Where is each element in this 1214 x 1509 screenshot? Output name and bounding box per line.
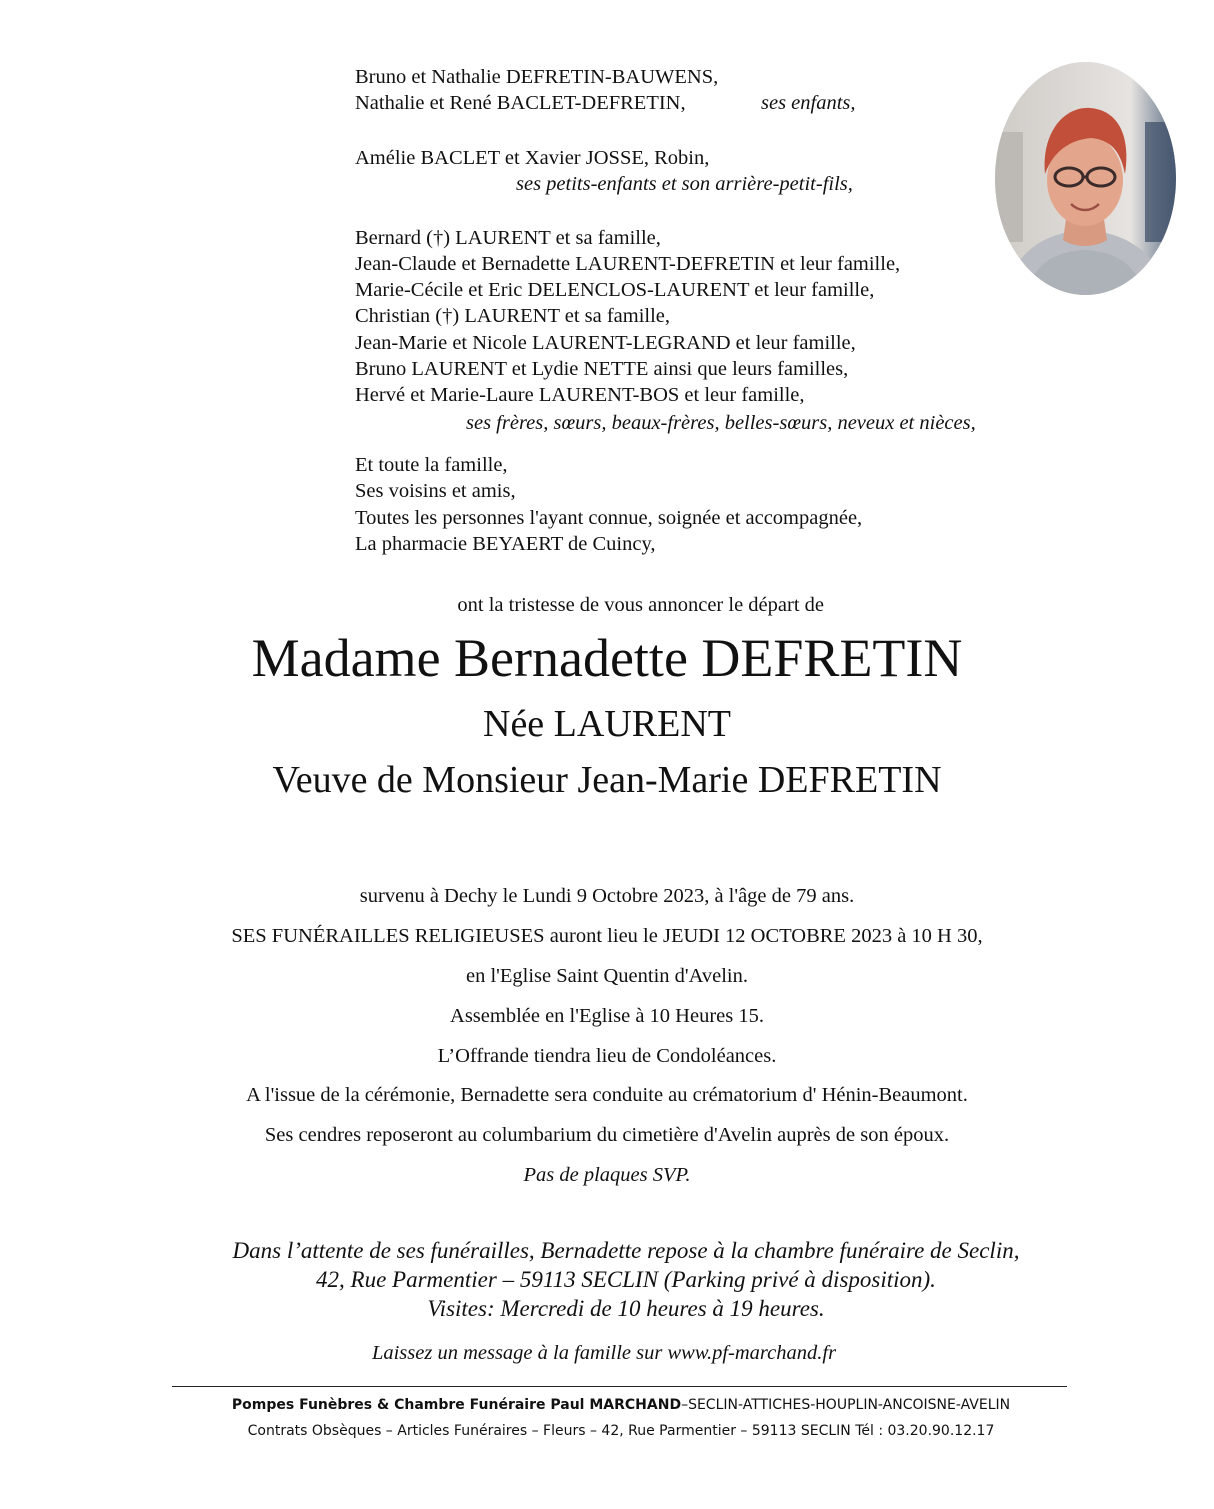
sibling-line: Christian (†) LAURENT et sa famille,	[355, 305, 671, 327]
portrait-illustration	[995, 62, 1176, 295]
others-line: La pharmacie BEYAERT de Cuincy,	[355, 533, 656, 555]
detail-line: en l'Eglise Saint Quentin d'Avelin.	[465, 965, 748, 987]
maiden-name: Née LAURENT	[483, 703, 731, 745]
others-line: Ses voisins et amis,	[355, 480, 516, 502]
sibling-line: Bruno LAURENT et Lydie NETTE ainsi que leurs familles,	[355, 358, 849, 380]
portrait-photo	[995, 62, 1176, 295]
children-line-1: Bruno et Nathalie DEFRETIN-BAUWENS,	[355, 66, 719, 88]
waiting-line: Visites: Mercredi de 10 heures à 19 heures.	[427, 1296, 825, 1321]
no-plaques-note: Pas de plaques SVP.	[523, 1164, 691, 1186]
footer-company: Pompes Funèbres & Chambre Funéraire Paul MARCHAND	[231, 1397, 682, 1413]
deceased-name: Madame Bernadette DEFRETIN	[251, 628, 963, 688]
footer-line-1	[14, 1396, 1214, 1414]
children-line-2: Nathalie et René BACLET-DEFRETIN,	[355, 92, 686, 114]
detail-line: Assemblée en l'Eglise à 10 Heures 15.	[450, 1005, 764, 1027]
announcement-intro: ont la tristesse de vous annoncer le départ de	[457, 594, 824, 616]
footer-towns: –SECLIN-ATTICHES-HOUPLIN-ANCOISNE-AVELIN	[681, 1397, 1011, 1413]
siblings-relation: ses frères, sœurs, beaux-frères, belles-sœurs, neveux et nièces,	[466, 412, 976, 434]
sibling-line: Bernard (†) LAURENT et sa famille,	[355, 227, 661, 249]
detail-line: survenu à Dechy le Lundi 9 Octobre 2023, à l'âge de 79 ans.	[359, 885, 855, 907]
footer-line-2: Contrats Obsèques – Articles Funéraires – Fleurs – 42, Rue Parmentier – 59113 SECLIN Tél : 03.20.90.12.17	[247, 1423, 995, 1439]
sibling-line: Jean-Claude et Bernadette LAURENT-DEFRETIN et leur famille,	[355, 253, 901, 275]
sibling-line: Hervé et Marie-Laure LAURENT-BOS et leur famille,	[355, 384, 805, 406]
website-message: Laissez un message à la famille sur www.pf-marchand.fr	[371, 1342, 837, 1364]
detail-line: A l'issue de la cérémonie, Bernadette sera conduite au crématorium d' Hénin-Beaumont.	[246, 1084, 968, 1106]
detail-line: L’Offrande tiendra lieu de Condoléances.	[437, 1045, 777, 1067]
children-relation: ses enfants,	[761, 92, 856, 114]
others-line: Toutes les personnes l'ayant connue, soignée et accompagnée,	[355, 507, 863, 529]
detail-line: SES FUNÉRAILLES RELIGIEUSES auront lieu le JEUDI 12 OCTOBRE 2023 à 10 H 30,	[231, 925, 983, 947]
waiting-line: 42, Rue Parmentier – 59113 SECLIN (Parking privé à disposition).	[316, 1267, 936, 1292]
footer-divider	[172, 1386, 1067, 1387]
grandchildren-relation: ses petits-enfants et son arrière-petit-fils,	[516, 173, 853, 195]
others-line: Et toute la famille,	[355, 454, 508, 476]
waiting-line: Dans l’attente de ses funérailles, Bernadette repose à la chambre funéraire de Seclin,	[232, 1238, 1020, 1263]
sibling-line: Jean-Marie et Nicole LAURENT-LEGRAND et leur famille,	[355, 332, 856, 354]
sibling-line: Marie-Cécile et Eric DELENCLOS-LAURENT et leur famille,	[355, 279, 875, 301]
detail-line: Ses cendres reposeront au columbarium du cimetière d'Avelin auprès de son époux.	[264, 1124, 950, 1146]
widow-of: Veuve de Monsieur Jean-Marie DEFRETIN	[272, 759, 942, 801]
grandchildren-line-1: Amélie BACLET et Xavier JOSSE, Robin,	[355, 147, 710, 169]
